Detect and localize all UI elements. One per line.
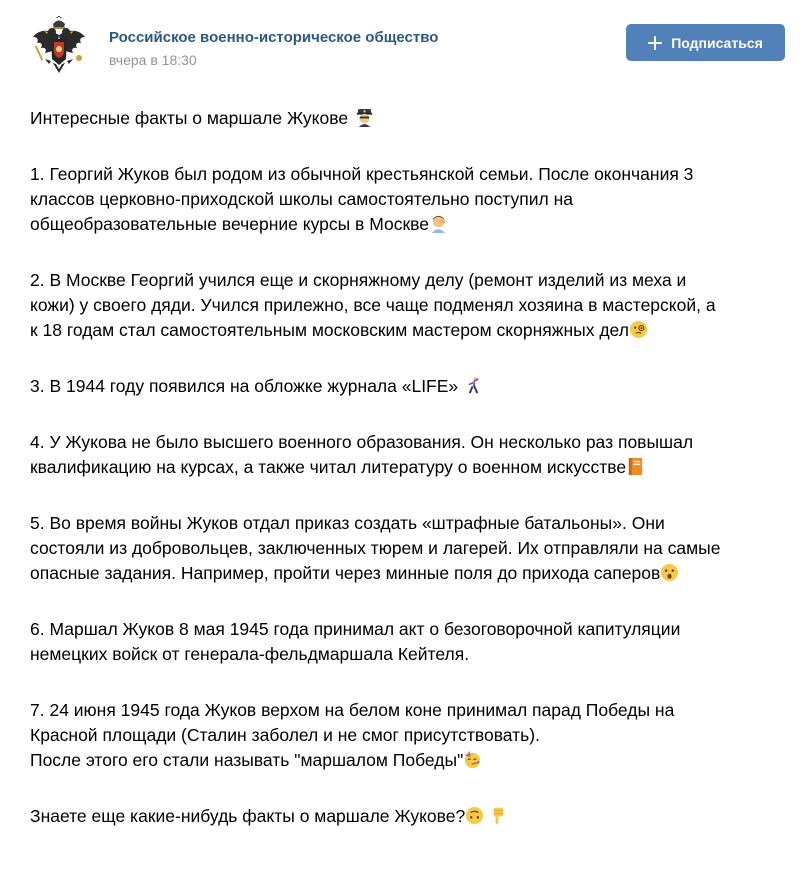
pointing-down-hand-emoji-icon bbox=[488, 806, 507, 825]
paragraph-gap bbox=[30, 399, 785, 430]
fact6-line-1: 6. Маршал Жуков 8 мая 1945 года принимал акт о безоговорочной капитуляции bbox=[30, 619, 681, 639]
fact5-line-3-text: опасные задания. Например, пройти через минные поля до прихода саперов bbox=[30, 563, 661, 583]
paragraph-gap bbox=[30, 480, 785, 511]
fact4-line-2-text: квалификацию на курсах, а также читал литературу о военном искусстве bbox=[30, 457, 627, 477]
question-text: Знаете еще какие-нибудь факты о маршале Жукове? bbox=[30, 806, 466, 826]
post-timestamp[interactable]: вчера в 18:30 bbox=[109, 52, 197, 68]
post-title: Интересные факты о маршале Жукове bbox=[30, 108, 349, 128]
police-officer-emoji-icon bbox=[355, 108, 374, 127]
question-line bbox=[30, 804, 785, 829]
paragraph-gap bbox=[30, 667, 785, 698]
post-text bbox=[30, 106, 785, 829]
subscribe-button[interactable] bbox=[626, 24, 785, 61]
post-title-line bbox=[30, 106, 785, 131]
eagle-emblem-avatar[interactable] bbox=[31, 15, 87, 79]
fact7-line-3-text: После этого его стали называть "маршалом Победы" bbox=[30, 750, 464, 770]
fact2-line-1: 2. В Москве Георгий учился еще и скорняжному делу (ремонт изделий из меха и bbox=[30, 270, 687, 290]
person-facepalming-emoji-icon bbox=[429, 214, 448, 233]
fact5-line-1: 5. Во время войны Жуков отдал приказ создать «штрафные батальоны». Они bbox=[30, 513, 665, 533]
paragraph-gap bbox=[30, 773, 785, 804]
paragraph-gap bbox=[30, 131, 785, 162]
crown-icon bbox=[53, 16, 65, 29]
face-with-monocle-emoji-icon bbox=[629, 320, 648, 339]
fact7-line-3 bbox=[30, 748, 785, 773]
paragraph-gap bbox=[30, 343, 785, 374]
astonished-face-emoji-icon bbox=[660, 563, 679, 582]
fact5-line-3 bbox=[30, 561, 785, 586]
fact7-line-1: 7. 24 июня 1945 года Жуков верхом на белом коне принимал парад Победы на bbox=[30, 700, 675, 720]
fact4-line-1: 4. У Жукова не было высшего военного образования. Он несколько раз повышал bbox=[30, 432, 694, 452]
fact3-line-1 bbox=[30, 374, 785, 399]
author-name-link[interactable]: Российское военно-историческое общество bbox=[109, 29, 439, 46]
fact6-line-2: немецких войск от генерала-фельдмаршала Кейтеля. bbox=[30, 644, 470, 664]
fact1-line-3-text: общеобразовательные вечерние курсы в Москве bbox=[30, 214, 429, 234]
fact7-line-2: Красной площади (Сталин заболел и не смог присутствовать). bbox=[30, 725, 540, 745]
fact1-line-3 bbox=[30, 212, 785, 237]
fact2-line-3 bbox=[30, 318, 785, 343]
man-dancing-emoji-icon bbox=[464, 376, 483, 395]
upside-down-face-emoji-icon bbox=[465, 806, 484, 825]
fact2-line-3-text: к 18 годам стал самостоятельным московским мастером скорняжных дел bbox=[30, 320, 629, 340]
fact2-line-2: кожи) у своего дяди. Учился прилежно, все чаще подменял хозяина в мастерской, а bbox=[30, 295, 716, 315]
fact5-line-2: состояли из добровольцев, заключенных тюрем и лагерей. Их отправляли на самые bbox=[30, 538, 721, 558]
fact4-line-2 bbox=[30, 455, 785, 480]
plus-icon bbox=[648, 36, 662, 50]
fact1-line-1: 1. Георгий Жуков был родом из обычной крестьянской семьи. После окончания 3 bbox=[30, 164, 694, 184]
paragraph-gap bbox=[30, 237, 785, 268]
subscribe-label: Подписаться bbox=[671, 34, 763, 51]
fact3-line-1-text: 3. В 1944 году появился на обложке журнала «LIFE» bbox=[30, 376, 459, 396]
partying-face-emoji-icon bbox=[463, 750, 482, 769]
post-header bbox=[0, 0, 807, 96]
orange-book-emoji-icon bbox=[626, 457, 645, 476]
paragraph-gap bbox=[30, 586, 785, 617]
fact1-line-2: классов церковно-приходской школы самостоятельно поступил на bbox=[30, 189, 573, 209]
